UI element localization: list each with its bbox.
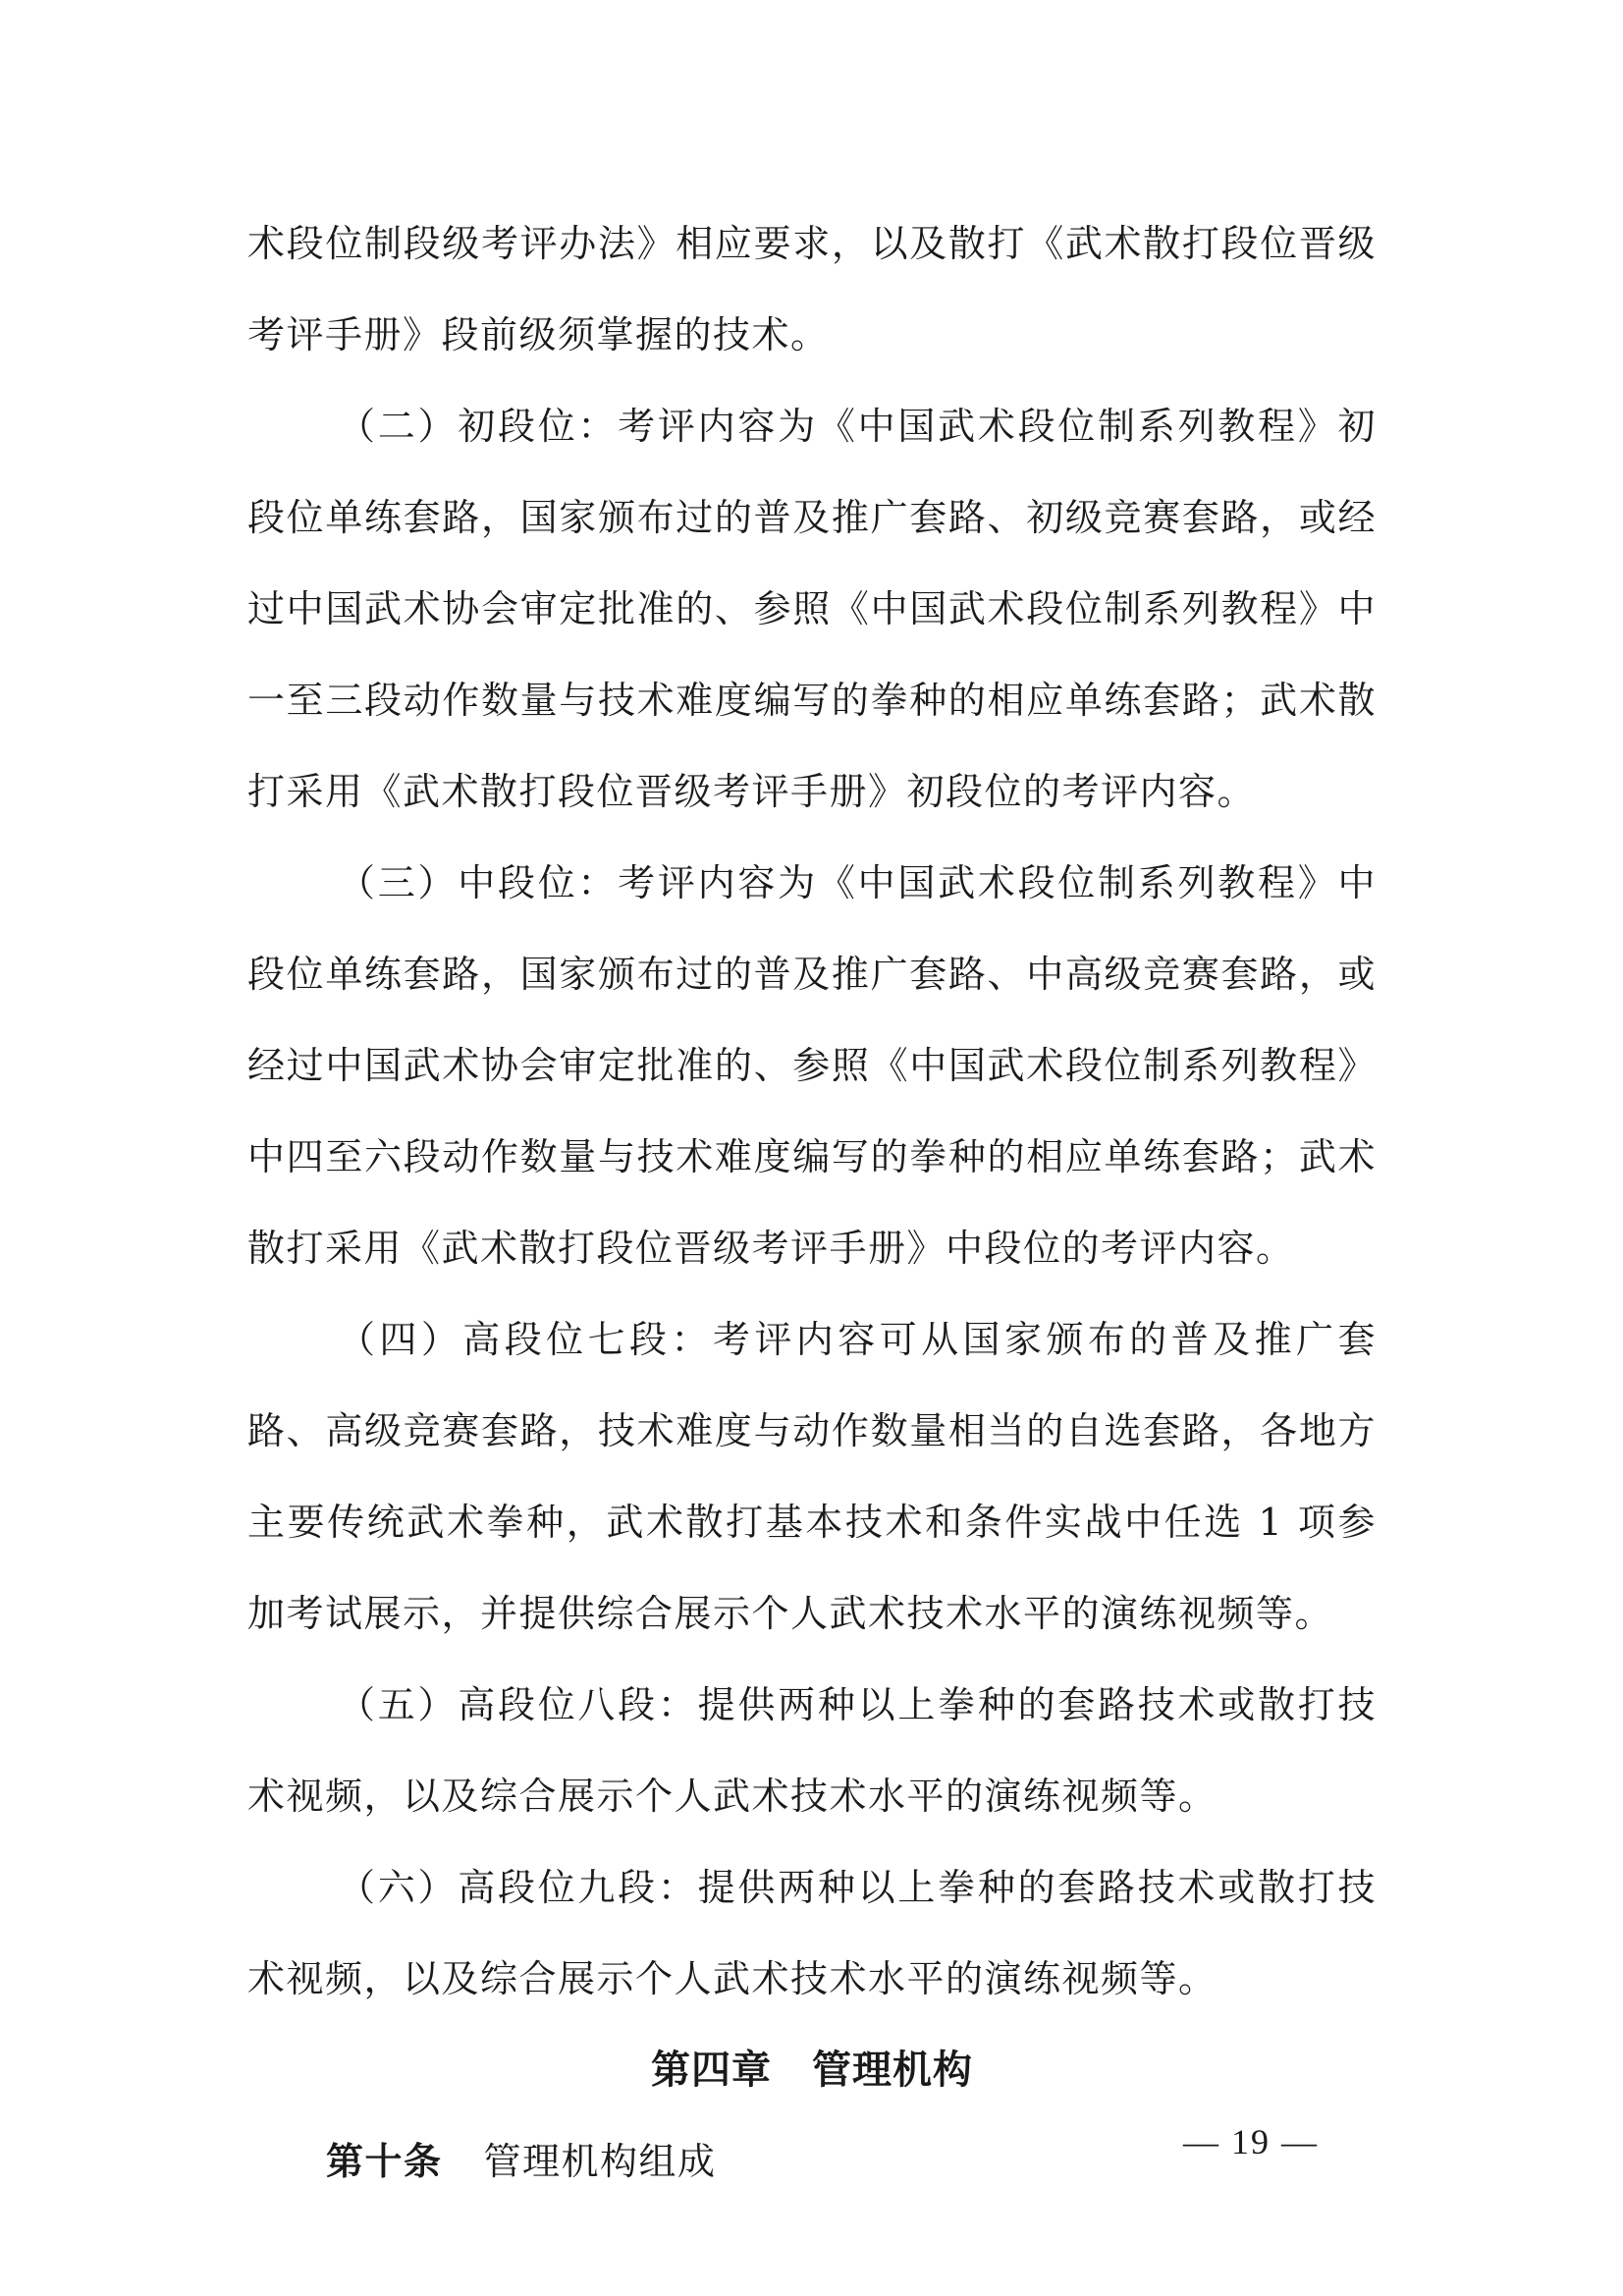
paragraph-item-6: （六）高段位九段：提供两种以上拳种的套路技术或散打技术视频，以及综合展示个人武术技术水平的演练视频等。: [247, 1866, 1377, 2000]
paragraph-item-3: （三）中段位：考评内容为《中国武术段位制系列教程》中段位单练套路，国家颁布过的普及推广套路、中高级竞赛套路，或经过中国武术协会审定批准的、参照《中国武术段位制系列教程》中四至六段动作数量与技术难度编写的拳种的相应单练套路；武术散打采用《武术散打段位晋级考评手册》中段位的考评内容。: [247, 861, 1377, 1270]
body-text: [247, 198, 1377, 2208]
paragraph-item-5: （五）高段位八段：提供两种以上拳种的套路技术或散打技术视频，以及综合展示个人武术技术水平的演练视频等。: [247, 1683, 1377, 1818]
article-number: 第十条: [326, 2140, 443, 2183]
page-number: — 19 —: [1183, 2122, 1319, 2161]
paragraph-item-2: （二）初段位：考评内容为《中国武术段位制系列教程》初段位单练套路，国家颁布过的普及推广套路、初级竞赛套路，或经过中国武术协会审定批准的、参照《中国武术段位制系列教程》中一至三段动作数量与技术难度编写的拳种的相应单练套路；武术散打采用《武术散打段位晋级考评手册》初段位的考评内容。: [247, 405, 1377, 813]
paragraph-continuation: 术段位制段级考评办法》相应要求，以及散打《武术散打段位晋级考评手册》段前级须掌握的技术。: [247, 222, 1377, 356]
article-title: 管理机构组成: [483, 2140, 717, 2183]
paragraph-item-4: （四）高段位七段：考评内容可从国家颁布的普及推广套路、高级竞赛套路，技术难度与动作数量相当的自选套路，各地方主要传统武术拳种，武术散打基本技术和条件实战中任选 1 项参加考试展示，并提供综合展示个人武术技术水平的演练视频等。: [247, 1318, 1377, 1635]
chapter-heading: 第四章 管理机构: [651, 2048, 973, 2093]
